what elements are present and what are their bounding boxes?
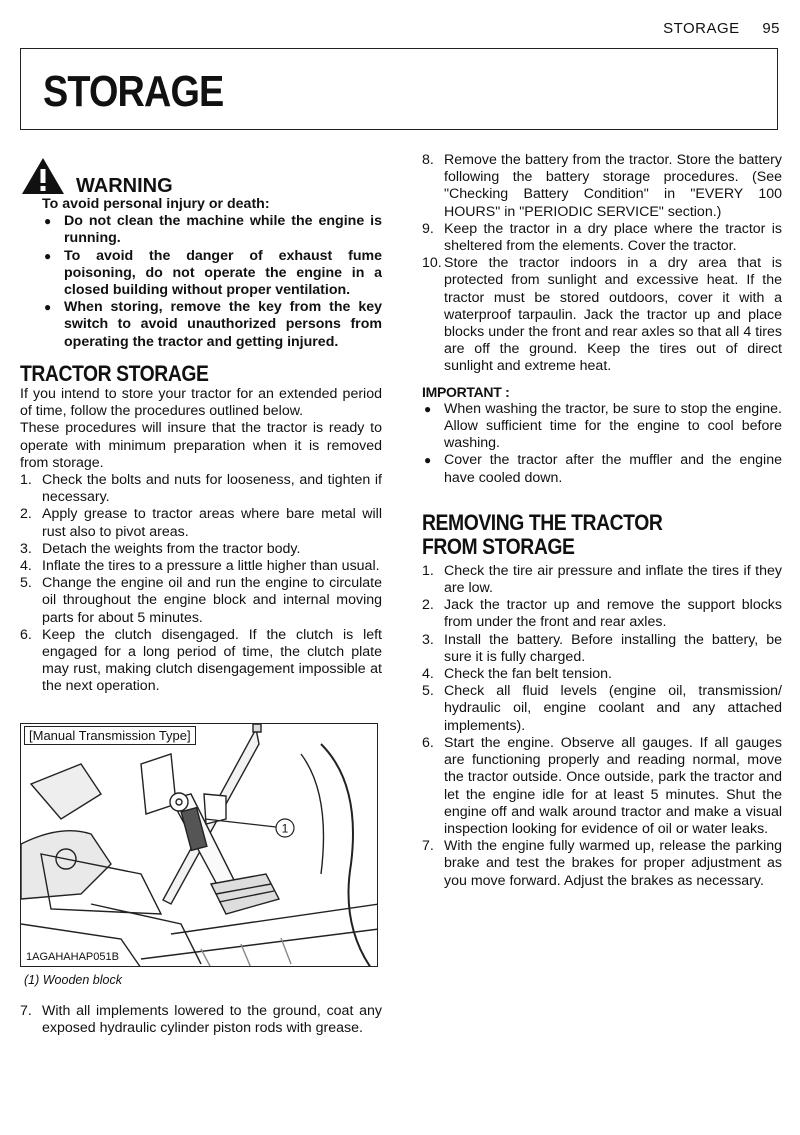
list-item [422, 666, 782, 683]
warning-label: WARNING [76, 174, 173, 197]
list-item [20, 558, 382, 575]
step-number: 2. [422, 597, 434, 614]
step-text: Check the fan belt tension. [444, 666, 612, 683]
right-column [422, 152, 782, 890]
step-text: Remove the battery from the tractor. Store the battery following the battery storage procedures. (See "Checking Battery Condition" in "EVERY 100 HOURS" in "PERIODIC SERVICE" section.) [444, 152, 782, 220]
step-number: 10. [422, 255, 442, 272]
step-number: 5. [20, 575, 32, 592]
step-text: Apply grease to tractor areas where bare metal will rust also to pivot areas. [42, 506, 382, 540]
figure-code: 1AGAHAHAP051B [26, 951, 119, 963]
callout-number: 1 [281, 821, 289, 836]
page-number: 95 [762, 20, 780, 37]
step-text: Store the tractor indoors in a dry area that is protected from sunlight and excessive heat. If the tractor must be stored outdoors, cover it with a waterproof tarpaulin. Jack the tractor up and place blocks under the front and rear axles so that all 4 tires are off the ground. Keep the tires out of direct sunlight and extreme heat. [444, 255, 782, 375]
list-item [422, 838, 782, 890]
step-text: Keep the clutch disengaged. If the clutch is left engaged for a long period of time, the clutch plate may rust, making clutch disengagement impossible at the next operation. [42, 626, 382, 695]
step-number: 6. [20, 626, 32, 643]
list-item [422, 255, 782, 375]
page-title: STORAGE [43, 67, 224, 116]
warning-item: ● When storing, remove the key from the key switch to avoid unauthorized persons from operating the tractor and getting injured. [42, 299, 382, 351]
important-item: ● When washing the tractor, be sure to stop the engine. Allow sufficient time for the engine to cool before washing. [422, 401, 782, 453]
important-label: IMPORTANT : [422, 383, 510, 400]
list-item [20, 541, 382, 558]
storage-step-7 [20, 1003, 382, 1037]
step-number: 4. [422, 666, 434, 683]
step-number: 3. [20, 540, 32, 557]
list-item [20, 1003, 382, 1037]
step-text: Jack the tractor up and remove the support blocks from under the front and rear axles. [444, 597, 782, 631]
step-number: 1. [422, 562, 434, 579]
intro-paragraph: These procedures will insure that the tractor is ready to operate with minimum preparation when it is removed from storage. [20, 420, 382, 471]
list-item [422, 563, 782, 597]
list-item [422, 597, 782, 631]
step-text: Check all fluid levels (engine oil, transmission/ hydraulic oil, engine coolant and any attached implements). [444, 683, 782, 734]
page-header [645, 20, 780, 37]
figure-label: [Manual Transmission Type] [24, 726, 196, 745]
step-number: 7. [20, 1003, 32, 1019]
step-text: Keep the tractor in a dry place where the tractor is sheltered from the elements. Cover the tractor. [444, 220, 782, 255]
clutch-pedal-figure [20, 723, 378, 967]
step-number: 7. [422, 838, 434, 855]
step-number: 8. [422, 152, 434, 168]
storage-steps-continued [422, 152, 782, 376]
step-number: 9. [422, 220, 434, 237]
step-text: Change the engine oil and run the engine to circulate oil throughout the engine block and internal moving parts for about 5 minutes. [42, 575, 382, 626]
list-item [20, 627, 382, 696]
step-number: 4. [20, 558, 32, 575]
step-text: Check the bolts and nuts for looseness, and tighten if necessary. [42, 472, 382, 506]
important-item: ● Cover the tractor after the muffler and the engine have cooled down. [422, 452, 782, 486]
step-number: 5. [422, 683, 434, 700]
step-text: Start the engine. Observe all gauges. If all gauges are functioning properly and reading normal, move the tractor outside. Once outside, park the tractor and let the engine idle for at least 5 minutes. Shut the engine off and walk around tractor and make a visual inspection looking for evidence of oil or water leaks. [444, 734, 782, 837]
tractor-storage-heading: TRACTOR STORAGE [20, 360, 209, 386]
step-number: 2. [20, 506, 32, 523]
list-item [422, 632, 782, 666]
step-text: Check the tire air pressure and inflate the tires if they are low. [444, 562, 782, 597]
removing-steps [422, 563, 782, 890]
removing-heading: REMOVING THE TRACTOR FROM STORAGE [422, 509, 663, 559]
storage-steps [20, 472, 382, 696]
list-item [422, 735, 782, 838]
running-section-title: STORAGE [663, 20, 740, 37]
storage-steps-cont [20, 1003, 382, 1037]
figure-caption: (1) Wooden block [24, 973, 122, 987]
step-text: Inflate the tires to a pressure a little higher than usual. [42, 558, 380, 575]
step-number: 1. [20, 472, 32, 489]
title-box [20, 48, 778, 130]
warning-triangle-icon [20, 156, 66, 196]
step-text: With all implements lowered to the ground, coat any exposed hydraulic cylinder piston rods with grease. [42, 1003, 382, 1037]
list-item [20, 575, 382, 627]
important-list [422, 401, 782, 487]
warning-intro: To avoid personal injury or death: [42, 196, 270, 212]
step-text: With the engine fully warmed up, release the parking brake and test the brakes for proper adjustment as you move forward. Adjust the brakes as necessary. [444, 838, 782, 889]
list-item [422, 152, 782, 221]
intro-paragraph: If you intend to store your tractor for an extended period of time, follow the procedures outlined below. [20, 386, 382, 420]
list-item [422, 221, 782, 255]
step-number: 3. [422, 631, 434, 648]
warning-list [42, 213, 382, 351]
list-item [20, 506, 382, 540]
warning-item: ● Do not clean the machine while the engine is running. [42, 213, 382, 247]
warning-item: ● To avoid the danger of exhaust fume poisoning, do not operate the engine in a closed building without proper ventilation. [42, 248, 382, 300]
step-text: Detach the weights from the tractor body. [42, 540, 301, 557]
list-item [422, 683, 782, 735]
warning-header [20, 152, 382, 196]
step-text: Install the battery. Before installing the battery, be sure it is fully charged. [444, 631, 782, 665]
clutch-pedal-illustration [21, 724, 378, 967]
left-column [20, 152, 382, 696]
warning-body [42, 196, 382, 351]
list-item [20, 472, 382, 506]
step-number: 6. [422, 734, 434, 751]
